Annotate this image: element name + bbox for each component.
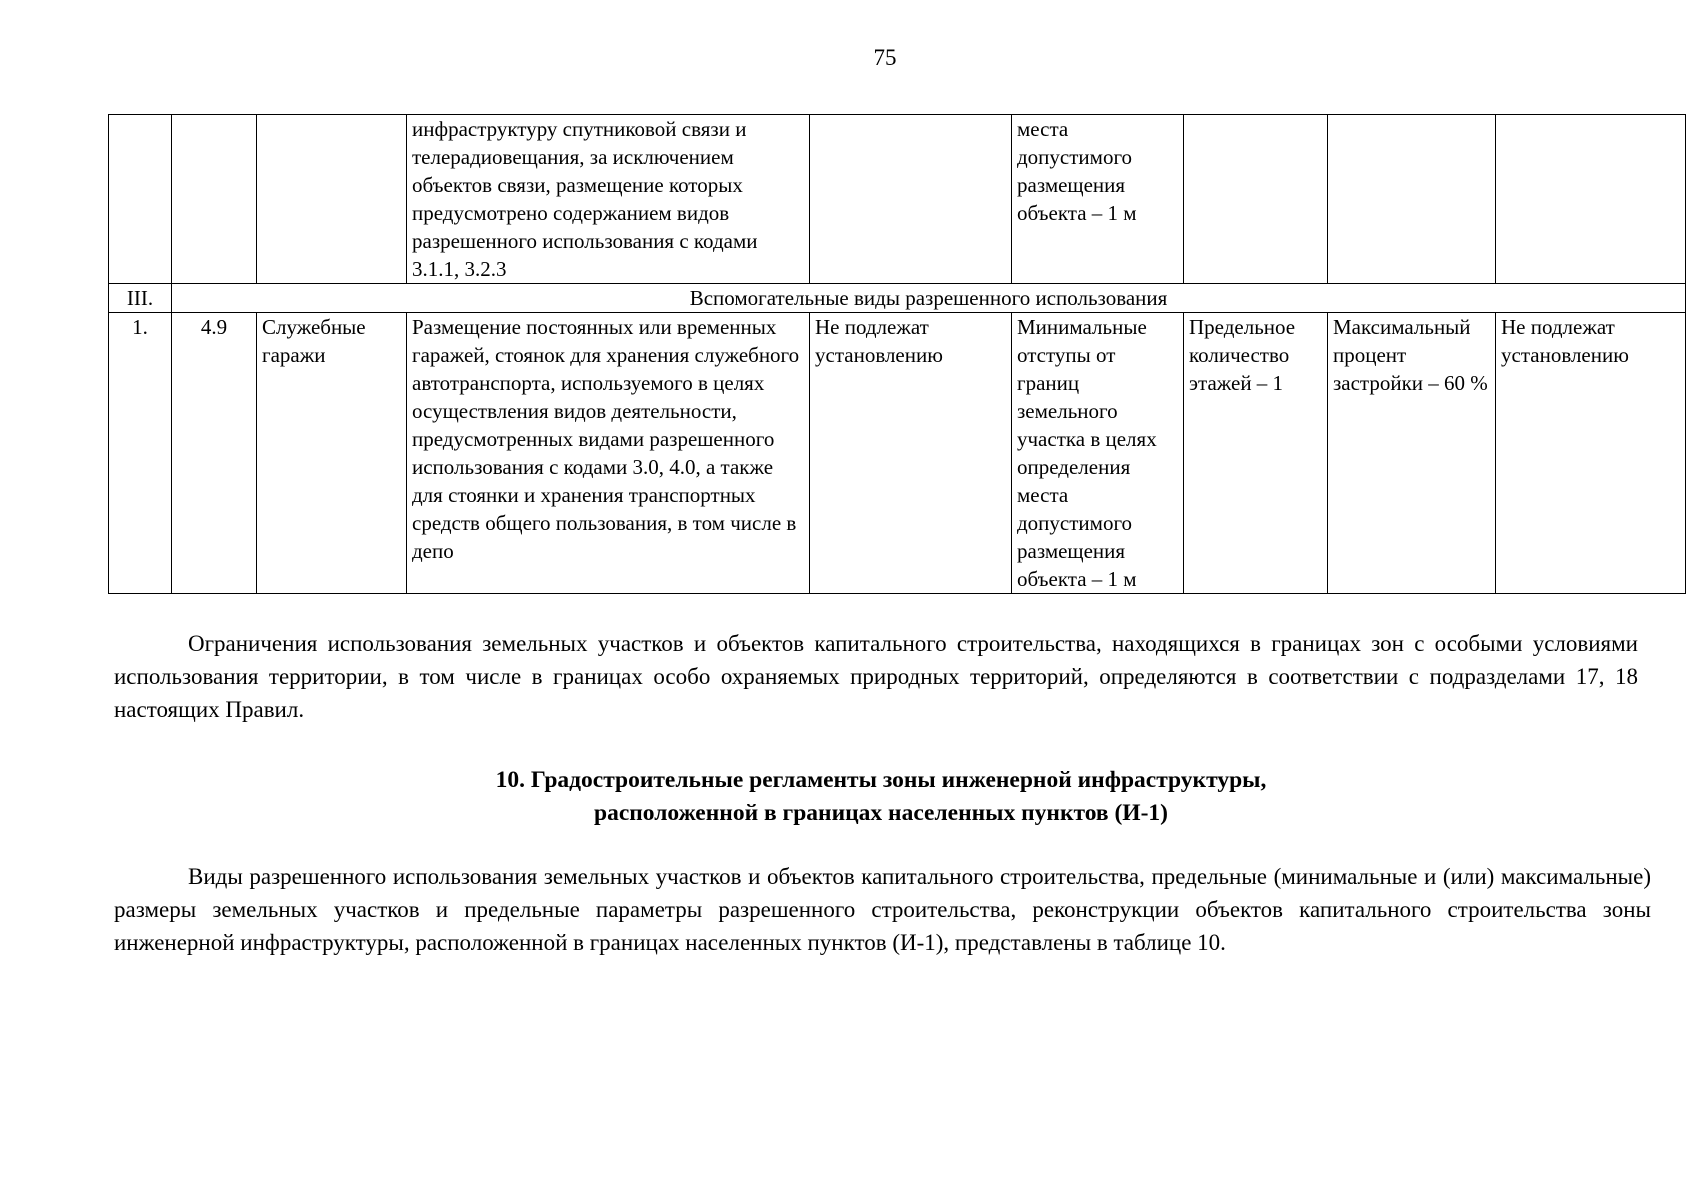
section-title: Вспомогательные виды разрешенного использования (172, 284, 1686, 313)
cell-floors: Предельное количество этажей – 1 (1184, 313, 1328, 594)
table-row-continuation (109, 115, 1686, 284)
cell-coverage: Максимальный процент застройки – 60 % (1328, 313, 1496, 594)
cell-number: 1. (109, 313, 172, 594)
cell-description: Размещение постоянных или временных гаражей, стоянок для хранения служебного автотранспорта, используемого в целях осуществления видов деятельности, предусмотренных видами разрешенного использования с кодами 3.0, 4.0, а также для стоянки и хранения транспортных средств общего пользования, в том числе в депо (407, 313, 810, 594)
section-heading (108, 764, 1654, 830)
section-heading-line-2: расположенной в границах населенных пунктов (И-1) (594, 800, 1168, 826)
cell-code (172, 115, 257, 284)
cell-code: 4.9 (172, 313, 257, 594)
cell-other: Не подлежат установлению (1496, 313, 1686, 594)
section-number: III. (109, 284, 172, 313)
cell-name: Служебные гаражи (257, 313, 407, 594)
intro-paragraph: Виды разрешенного использования земельных участков и объектов капитального строительства, предельные (минимальные и (или) максимальные) размеры земельных участков и предельные параметры разрешенного строительства, реконструкции объектов капитального строительства зоны инженерной инфраструктуры, расположенной в границах населенных пунктов (И-1), представлены в таблице 10. (114, 864, 1651, 955)
cell-setbacks: места допустимого размещения объекта – 1 м (1012, 115, 1184, 284)
cell-floors (1184, 115, 1328, 284)
cell-setbacks: Минимальные отступы от границ земельного участка в целях определения места допустимого размещения объекта – 1 м (1012, 313, 1184, 594)
cell-plot-size: Не подлежат установлению (810, 313, 1012, 594)
page-number: 75 (873, 45, 897, 70)
section-heading-line-1: 10. Градостроительные регламенты зоны инженерной инфраструктуры, (495, 767, 1267, 793)
cell-other (1496, 115, 1686, 284)
cell-plot-size (810, 115, 1012, 284)
table-row-service-garages (109, 313, 1686, 594)
table-row-section (109, 284, 1686, 313)
restrictions-paragraph: Ограничения использования земельных участков и объектов капитального строительства, находящихся в границах зон с особыми условиями использования территории, в том числе в границах особо охраняемых природных территорий, определяются в соответствии с подразделами 17, 18 настоящих Правил. (114, 631, 1638, 722)
cell-coverage (1328, 115, 1496, 284)
cell-name (257, 115, 407, 284)
regulations-table (108, 114, 1686, 594)
cell-number (109, 115, 172, 284)
cell-description: инфраструктуру спутниковой связи и телерадиовещания, за исключением объектов связи, размещение которых предусмотрено содержанием видов разрешенного использования с кодами 3.1.1, 3.2.3 (407, 115, 810, 284)
